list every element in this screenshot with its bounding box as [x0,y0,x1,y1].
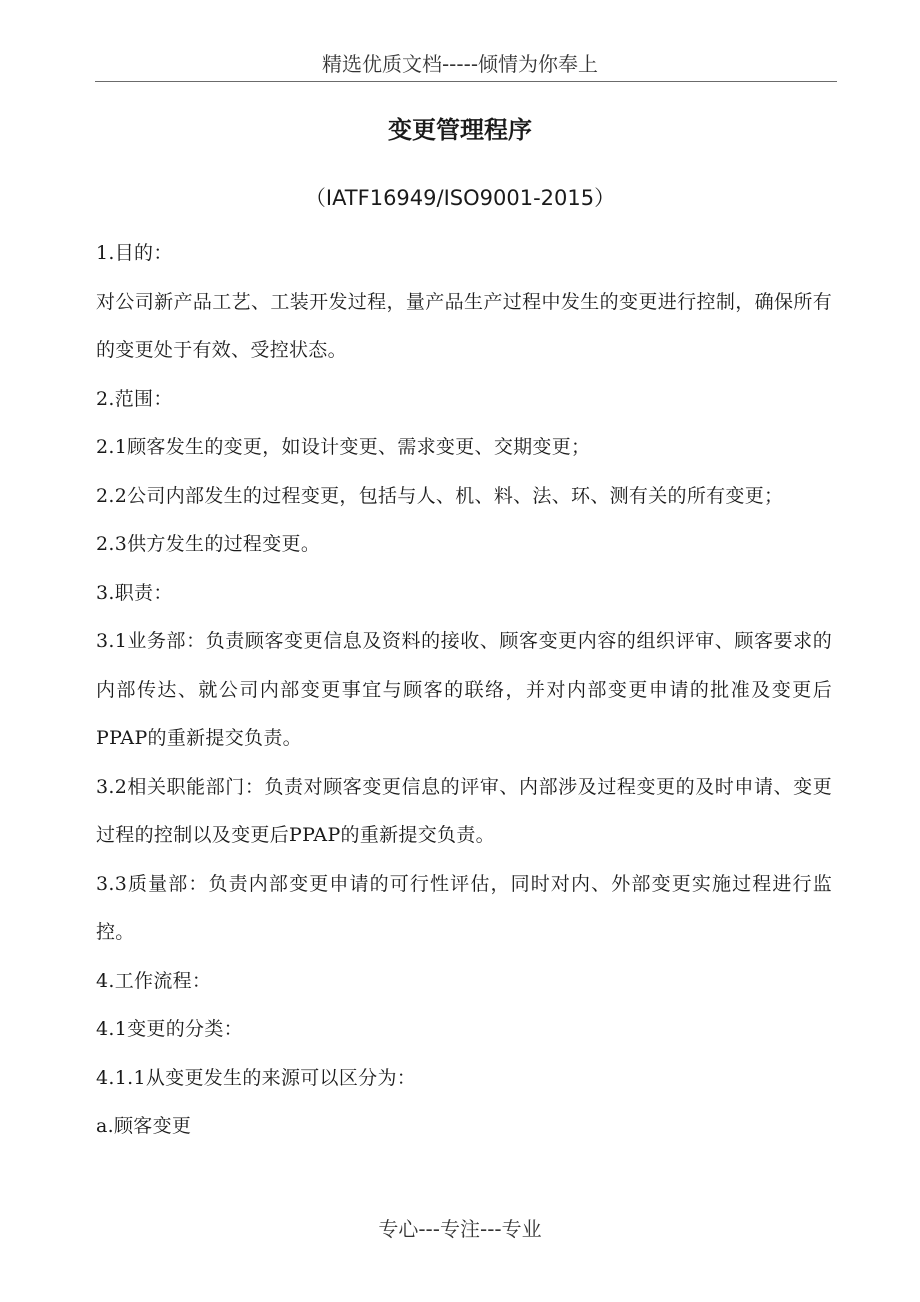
header-divider [95,81,837,82]
paragraph-responsibility-3-1: 3.1业务部：负责顾客变更信息及资料的接收、顾客变更内容的组织评审、顾客要求的内部传达、就公司内部变更事宜与顾客的联络，并对内部变更申请的批准及变更后PPAP的重新提交负责。 [96,630,832,749]
document-body [96,229,832,1151]
page-footer: 专心---专注---专业 [378,1217,542,1241]
paragraph-responsibility-3-3: 3.3质量部：负责内部变更申请的可行性评估，同时对内、外部变更实施过程进行监控。 [96,872,832,943]
document-title: 变更管理程序 [388,116,532,144]
section-heading-scope: 2.范围： [96,387,173,410]
page-header: 精选优质文档-----倾情为你奉上 [321,52,599,76]
paragraph-workflow-4-1: 4.1变更的分类： [96,1018,243,1040]
paragraph-scope-2-1: 2.1顾客发生的变更，如设计变更、需求变更、交期变更； [96,436,591,458]
paragraph-responsibility-3-2: 3.2相关职能部门：负责对顾客变更信息的评审、内部涉及过程变更的及时申请、变更过程的控制以及变更后PPAP的重新提交负责。 [96,775,832,846]
paragraph-purpose: 对公司新产品工艺、工装开发过程，量产品生产过程中发生的变更进行控制，确保所有的变更处于有效、受控状态。 [96,290,832,361]
paragraph-workflow-4-1-1: 4.1.1从变更发生的来源可以区分为： [96,1066,417,1089]
section-heading-responsibilities: 3.职责： [96,581,173,604]
paragraph-scope-2-2: 2.2公司内部发生的过程变更，包括与人、机、料、法、环、测有关的所有变更； [96,484,784,507]
document-subtitle: （IATF16949/ISO9001-2015） [304,186,616,210]
section-heading-workflow: 4.工作流程： [96,969,212,992]
section-heading-purpose: 1.目的： [96,242,173,264]
list-item-customer-change: a.顾客变更 [96,1115,192,1137]
paragraph-scope-2-3: 2.3供方发生的过程变更。 [96,533,321,555]
